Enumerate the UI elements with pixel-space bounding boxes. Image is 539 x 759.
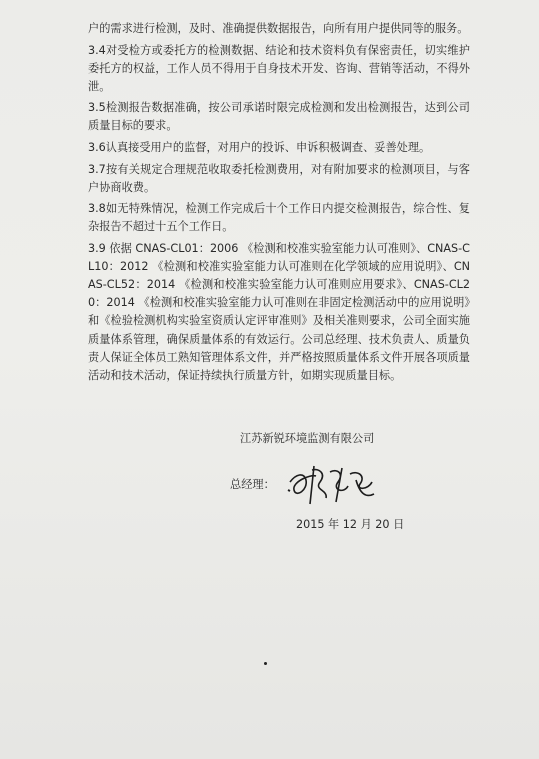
paragraph-3-6-supervision: 3.6认真接受用户的监督，对用户的投诉、申诉积极调查、妥善处理。 (88, 141, 431, 155)
paragraph-service-continuation: 户的需求进行检测，及时、准确提供数据报告，向所有用户提供同等的服务。 (88, 22, 469, 35)
paper-speck (264, 662, 267, 665)
company-name: 江苏新锐环境监测有限公司 (240, 432, 375, 445)
general-manager-label: 总经理： (230, 478, 275, 491)
paragraph-3-9-standards: 3.9 依据 CNAS-CL01：2006 《检测和校准实验室能力认可准则》、CNAS-CL10：2012 《检测和校准实验室能力认可准则在化学领域的应用说明》、CNAS-CL52：2014 《检测和校准实验室能力认可准则应用要求》、CNAS-CL20：2014 《检测和校准实验室能力认可准则在非固定检测活动中的应用说明》和《检验检测机构实验室资质认定评审准则》及相关准则要求，公司全面实施质量体系管理，确保质量体系的有效运行。公司总经理、技术负责人、质量负责人保证全体员工熟知管理体系文件，并严格按照质量体系文件开展各项质量活动和技术活动，保证持续执行质量方针，如期实现质量目标。 (88, 242, 470, 382)
paragraph-3-7-fees: 3.7按有关规定合理规范收取委托检测费用，对有附加要求的检测项目，与客户协商收费。 (88, 162, 470, 194)
paragraph-3-8-deadlines: 3.8如无特殊情况，检测工作完成后十个工作日内提交检测报告，综合性、复杂报告不超过十五个工作日。 (88, 202, 470, 234)
document-body (88, 20, 470, 388)
document-date: 2015 年 12 月 20 日 (296, 518, 405, 531)
paragraph-3-5-report-accuracy: 3.5检测报告数据准确，按公司承诺时限完成检测和发出检测报告，达到公司质量目标的要求。 (88, 101, 470, 133)
handwritten-signature (286, 460, 376, 510)
paragraph-3-4-confidentiality: 3.4对受检方或委托方的检测数据、结论和技术资料负有保密责任，切实维护委托方的权益，工作人员不得用于自身技术开发、咨询、营销等活动，不得外泄。 (88, 43, 470, 93)
